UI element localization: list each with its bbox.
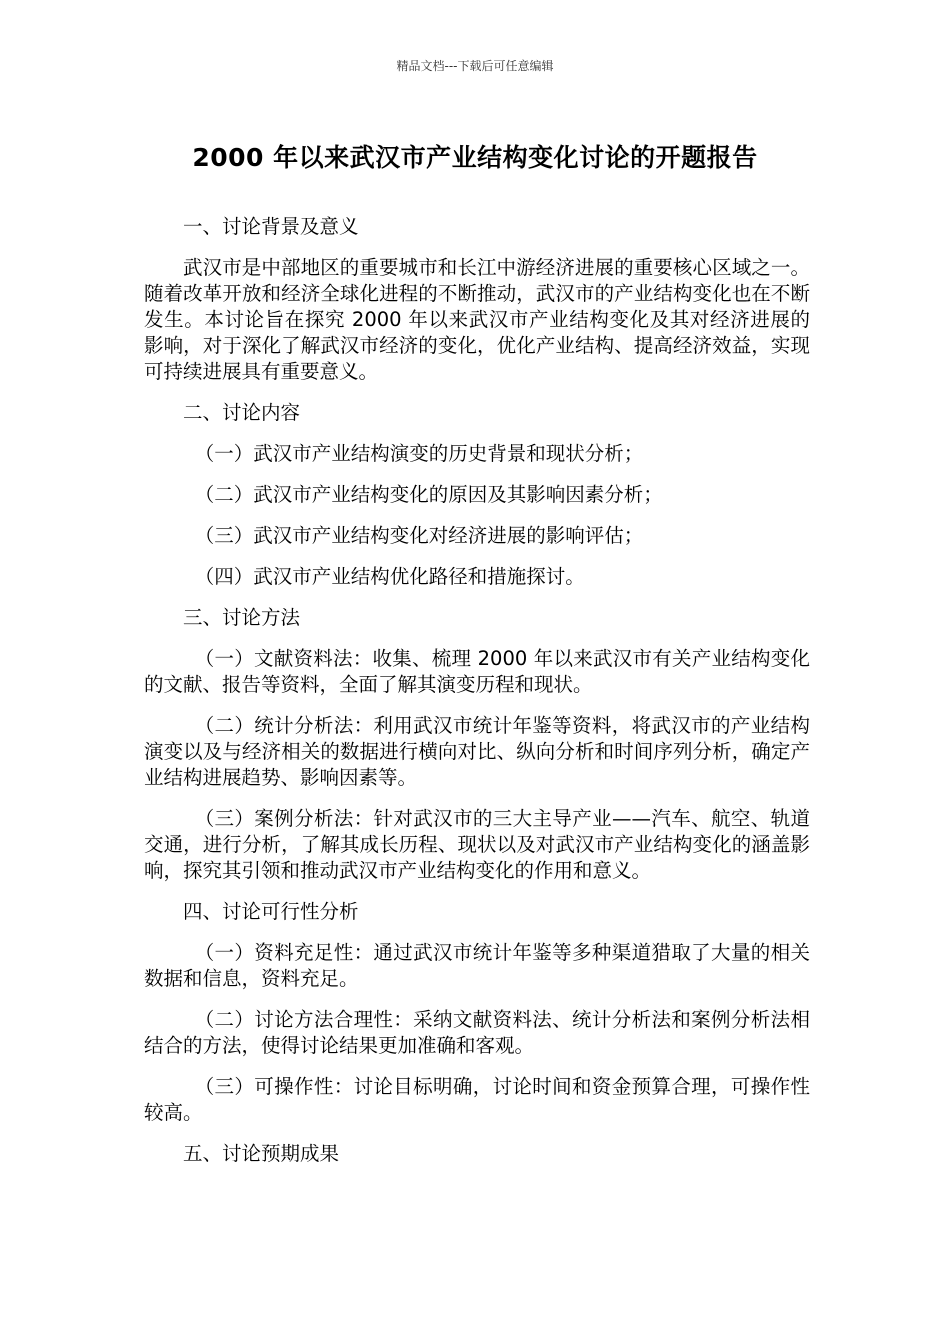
body-paragraph: 武汉市是中部地区的重要城市和长江中游经济进展的重要核心区域之一。随着改革开放和经济全球化进程的不断推动，武汉市的产业结构变化也在不断发生。本讨论旨在探究 2000 年以来武汉市产业结构变化及其对经济进展的影响，对于深化了解武汉市经济的变化，优化产业结构、提高经济效益，实现可持续进展具有重要意义。 <box>144 256 810 383</box>
section-heading: 一、讨论背景及意义 <box>183 215 359 238</box>
section-heading: 三、讨论方法 <box>183 606 301 629</box>
list-item: （四）武汉市产业结构优化路径和措施探讨。 <box>194 565 585 588</box>
section-heading: 二、讨论内容 <box>183 401 301 424</box>
header-note: 精品文档---下载后可任意编辑 <box>396 59 554 73</box>
section-heading: 四、讨论可行性分析 <box>183 900 359 923</box>
list-item: （三）可操作性：讨论目标明确，讨论时间和资金预算合理，可操作性较高。 <box>144 1075 810 1124</box>
list-item: （一）武汉市产业结构演变的历史背景和现状分析； <box>194 442 644 465</box>
list-item: （二）统计分析法：利用武汉市统计年鉴等资料，将武汉市的产业结构演变以及与经济相关的数据进行横向对比、纵向分析和时间序列分析，确定产业结构进展趋势、影响因素等。 <box>144 714 810 789</box>
list-item: （二）讨论方法合理性：采纳文献资料法、统计分析法和案例分析法相结合的方法，使得讨论结果更加准确和客观。 <box>144 1008 810 1057</box>
document-title: 2000 年以来武汉市产业结构变化讨论的开题报告 <box>192 143 758 172</box>
list-item: （一）文献资料法：收集、梳理 2000 年以来武汉市有关产业结构变化的文献、报告等资料，全面了解其演变历程和现状。 <box>144 647 810 696</box>
list-item: （二）武汉市产业结构变化的原因及其影响因素分析； <box>194 483 663 506</box>
section-heading: 五、讨论预期成果 <box>183 1142 340 1165</box>
list-item: （三）武汉市产业结构变化对经济进展的影响评估； <box>194 524 644 547</box>
list-item: （一）资料充足性：通过武汉市统计年鉴等多种渠道猎取了大量的相关数据和信息，资料充足。 <box>144 941 810 990</box>
list-item: （三）案例分析法：针对武汉市的三大主导产业——汽车、航空、轨道交通，进行分析，了解其成长历程、现状以及对武汉市产业结构变化的涵盖影响，探究其引领和推动武汉市产业结构变化的作用和意义。 <box>144 807 810 882</box>
document-body <box>144 214 810 1182</box>
